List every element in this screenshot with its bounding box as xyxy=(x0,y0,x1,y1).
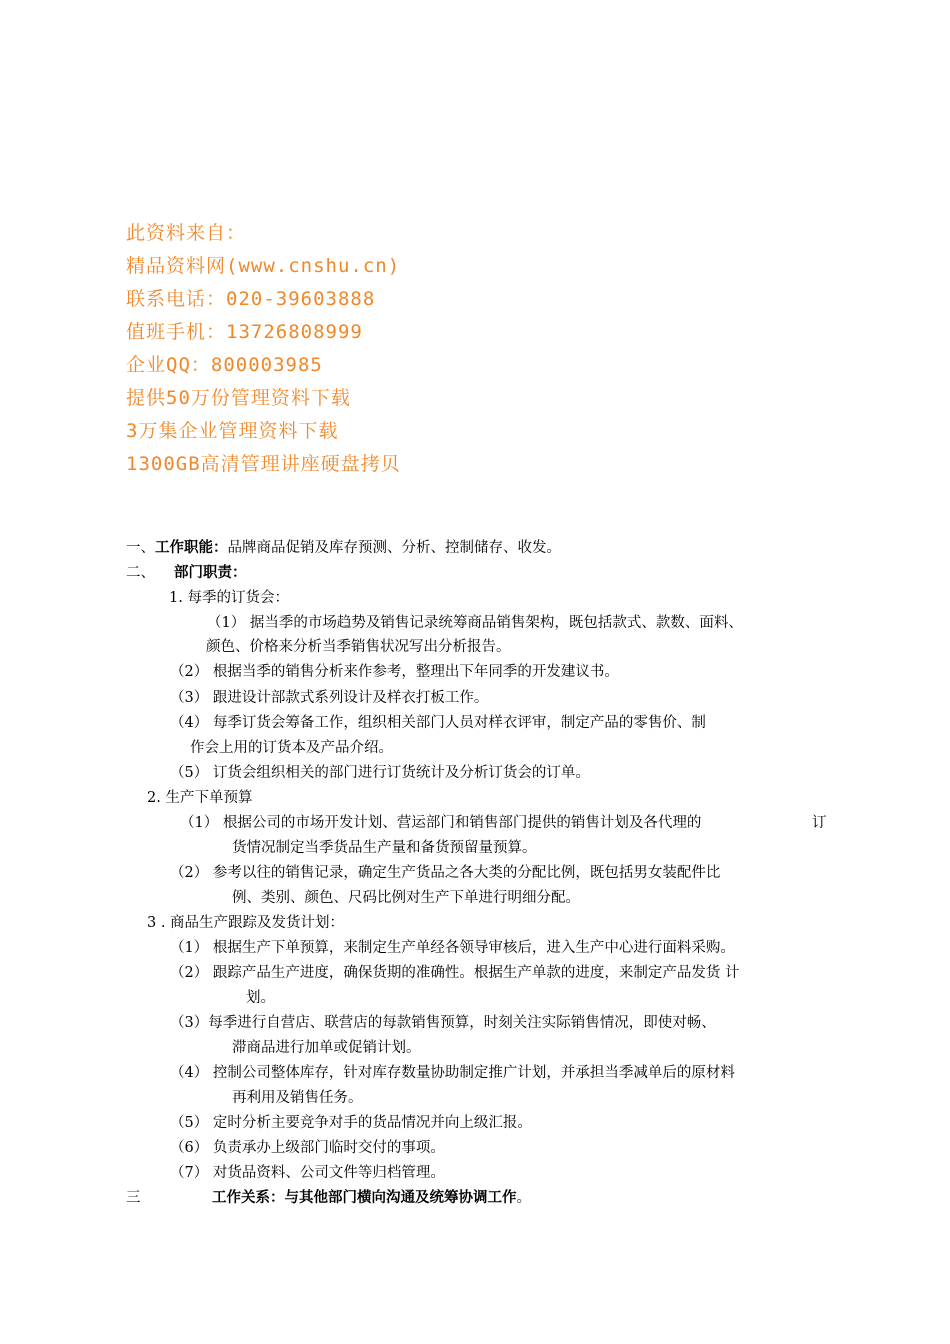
item-1-5: （5） 订货会组织相关的部门进行订货统计及分析订货会的订单。 xyxy=(170,765,590,781)
item-2-2-line-1: （2） 参考以往的销售记录，确定生产货品之各大类的分配比例，既包括男女装配件比 xyxy=(170,865,721,881)
item-1-3: （3） 跟进设计部款式系列设计及样衣打板工作。 xyxy=(170,690,489,706)
section-3-tail: 。 xyxy=(516,1190,531,1206)
item-1-1-line-2: 颜色、价格来分析当季销售状况写出分析报告。 xyxy=(206,639,511,655)
subsection-1-title: 1. 每季的订货会： xyxy=(169,590,289,606)
promo-line-offer-1: 提供50万份管理资料下载 xyxy=(126,387,351,409)
item-3-4-line-1: （4） 控制公司整体库存，针对库存数量协助制定推广计划，并承担当季减单后的原材料 xyxy=(170,1065,735,1081)
item-2-1-line-1-tail: 订 xyxy=(812,815,827,831)
item-1-4-line-2: 作会上用的订货本及产品介绍。 xyxy=(190,740,393,756)
item-3-4-line-2: 再利用及销售任务。 xyxy=(232,1090,363,1106)
item-3-2-line-1: （2） 跟踪产品生产进度，确保货期的准确性。根据生产单款的进度，来制定产品发货 计 xyxy=(170,965,740,981)
item-2-2-line-2: 例、类别、颜色、尺码比例对生产下单进行明细分配。 xyxy=(232,890,580,906)
item-1-1-line-1: （1） 据当季的市场趋势及销售记录统筹商品销售架构，既包括款式、款数、面料、 xyxy=(207,615,743,631)
item-3-2-line-2: 划。 xyxy=(246,990,275,1006)
promo-line-source: 此资料来自： xyxy=(126,222,247,244)
item-2-1-line-2: 货情况制定当季货品生产量和备货预留量预算。 xyxy=(232,840,537,856)
item-2-1-line-1: （1） 根据公司的市场开发计划、营运部门和销售部门提供的销售计划及各代理的 xyxy=(180,815,702,831)
item-3-3-line-1: （3）每季进行自营店、联营店的每款销售预算，时刻关注实际销售情况，即使对畅、 xyxy=(170,1015,716,1031)
item-3-1: （1） 根据生产下单预算，来制定生产单经各领导审核后，进入生产中心进行面料采购。 xyxy=(170,940,735,956)
promo-line-offer-3: 1300GB高清管理讲座硬盘拷贝 xyxy=(126,453,401,475)
promo-block xyxy=(126,217,401,481)
item-3-3-line-2: 滞商品进行加单或促销计划。 xyxy=(232,1040,421,1056)
promo-line-qq: 企业QQ：800003985 xyxy=(126,354,323,376)
promo-line-mobile: 值班手机：13726808999 xyxy=(126,321,363,343)
section-3-number: 三 xyxy=(126,1190,141,1206)
promo-line-phone: 联系电话：020-39603888 xyxy=(126,288,376,310)
section-1-text: 品牌商品促销及库存预测、分析、控制储存、收发。 xyxy=(227,540,561,556)
item-3-5: （5） 定时分析主要竞争对手的货品情况并向上级汇报。 xyxy=(170,1115,532,1131)
promo-line-website: 精品资料网(www.cnshu.cn) xyxy=(126,255,401,277)
section-2-number: 二、 xyxy=(126,565,155,581)
item-1-2: （2） 根据当季的销售分析来作参考，整理出下年同季的开发建议书。 xyxy=(170,664,619,680)
section-1-heading: 工作职能： xyxy=(155,539,228,556)
item-3-7: （7） 对货品资料、公司文件等归档管理。 xyxy=(170,1165,445,1181)
subsection-2-title: 2. 生产下单预算 xyxy=(147,790,253,806)
subsection-3-title: 3 . 商品生产跟踪及发货计划： xyxy=(147,915,345,931)
item-1-4-line-1: （4） 每季订货会筹备工作，组织相关部门人员对样衣评审，制定产品的零售价、制 xyxy=(170,715,706,731)
section-3 xyxy=(212,1188,531,1208)
section-3-heading: 工作关系：与其他部门横向沟通及统筹协调工作 xyxy=(212,1189,517,1206)
item-3-6: （6） 负责承办上级部门临时交付的事项。 xyxy=(170,1140,445,1156)
section-1 xyxy=(126,538,561,558)
section-2-heading: 部门职责： xyxy=(174,564,247,581)
promo-line-offer-2: 3万集企业管理资料下载 xyxy=(126,420,339,442)
section-1-number: 一、 xyxy=(126,540,155,556)
